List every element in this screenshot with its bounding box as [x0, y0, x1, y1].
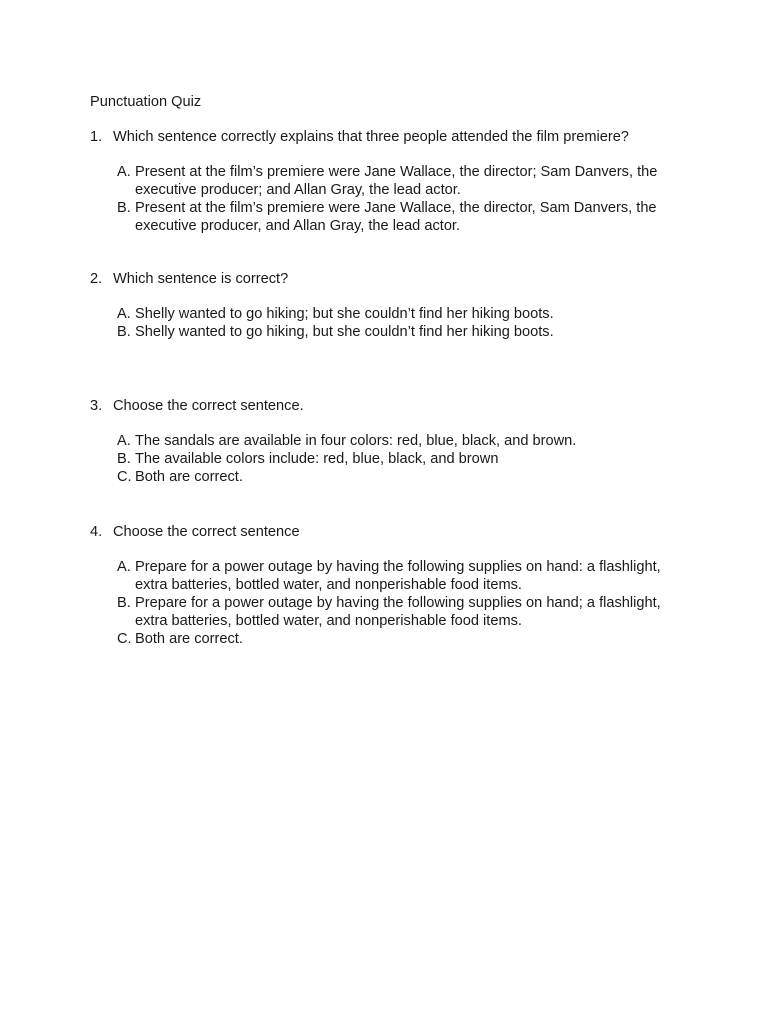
question-number: 4. — [90, 524, 103, 540]
option-b — [117, 323, 690, 341]
option-b — [117, 199, 690, 235]
option-letter: B. — [117, 451, 131, 467]
question-4 — [90, 523, 690, 648]
question-2 — [90, 270, 690, 341]
question-text: Which sentence correctly explains that three people attended the film premiere? — [113, 129, 629, 145]
question-1 — [90, 128, 690, 235]
document-title: Punctuation Quiz — [90, 94, 202, 110]
options-list — [117, 558, 690, 648]
option-a — [117, 432, 690, 450]
option-c — [117, 468, 690, 486]
question-number: 3. — [90, 398, 103, 414]
option-letter: B. — [117, 595, 131, 611]
option-a — [117, 558, 690, 594]
options-list — [117, 305, 690, 341]
option-text: Prepare for a power outage by having the following supplies on hand: a flashlight, extra batteries, bottled water, and nonperishable food items. — [135, 559, 661, 593]
quiz-document — [90, 93, 690, 648]
question-text: Choose the correct sentence. — [113, 398, 304, 414]
options-list — [117, 163, 690, 235]
question-3 — [90, 397, 690, 486]
question-number: 1. — [90, 129, 103, 145]
option-letter: A. — [117, 559, 131, 575]
option-letter: B. — [117, 200, 131, 216]
option-letter: A. — [117, 433, 131, 449]
option-letter: B. — [117, 324, 131, 340]
option-text: The sandals are available in four colors: red, blue, black, and brown. — [135, 433, 577, 449]
question-text: Choose the correct sentence — [113, 524, 300, 540]
option-letter: A. — [117, 164, 131, 180]
option-text: Prepare for a power outage by having the following supplies on hand; a flashlight, extra batteries, bottled water, and nonperishable food items. — [135, 595, 661, 629]
option-a — [117, 163, 690, 199]
option-text: Shelly wanted to go hiking; but she couldn’t find her hiking boots. — [135, 306, 554, 322]
option-letter: C. — [117, 469, 132, 485]
option-letter: A. — [117, 306, 131, 322]
question-number: 2. — [90, 271, 103, 287]
options-list — [117, 432, 690, 486]
option-text: Both are correct. — [135, 469, 243, 485]
option-b — [117, 450, 690, 468]
option-a — [117, 305, 690, 323]
option-text: The available colors include: red, blue, black, and brown — [135, 451, 499, 467]
option-text: Shelly wanted to go hiking, but she couldn’t find her hiking boots. — [135, 324, 554, 340]
question-text: Which sentence is correct? — [113, 271, 289, 287]
option-b — [117, 594, 690, 630]
option-c — [117, 630, 690, 648]
option-text: Present at the film’s premiere were Jane Wallace, the director; Sam Danvers, the executive producer; and Allan Gray, the lead actor. — [135, 164, 658, 198]
option-letter: C. — [117, 631, 132, 647]
option-text: Present at the film’s premiere were Jane Wallace, the director, Sam Danvers, the executive producer, and Allan Gray, the lead actor. — [135, 200, 657, 234]
option-text: Both are correct. — [135, 631, 243, 647]
